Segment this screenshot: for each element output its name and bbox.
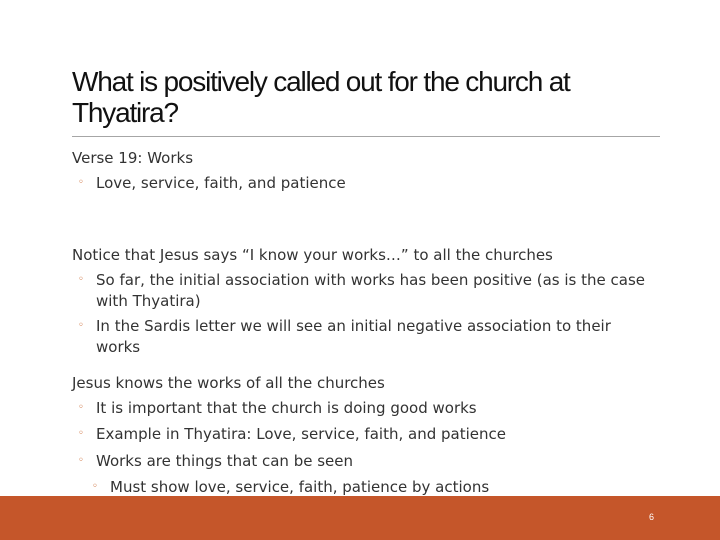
bullet-text: Love, service, faith, and patience	[96, 174, 346, 192]
slide-title-line-2: Thyatira?	[72, 97, 178, 128]
section-heading: Jesus knows the works of all the churches	[72, 374, 385, 392]
slide-title-line-1: What is positively called out for the church at	[72, 66, 570, 97]
bullet-icon: ◦	[78, 428, 84, 439]
subbullet-icon: ◦	[92, 481, 98, 492]
page-number: 6	[648, 512, 654, 522]
slide-title	[72, 66, 652, 128]
bullet-text: It is important that the church is doing good works	[96, 399, 477, 417]
bullet-icon: ◦	[78, 455, 84, 466]
bullet-text: So far, the initial association with works has been positive (as is the case	[96, 271, 646, 289]
subbullet-text: Must show love, service, faith, patience by actions	[110, 478, 490, 496]
bullet-icon: ◦	[78, 402, 84, 413]
section-heading: Notice that Jesus says “I know your works…” to all the churches	[72, 246, 553, 264]
bullet-text-continuation: with Thyatira)	[96, 292, 201, 310]
title-divider	[72, 136, 660, 137]
section-heading: Verse 19: Works	[72, 149, 194, 167]
bullet-text: In the Sardis letter we will see an initial negative association to their	[96, 317, 611, 335]
bullet-icon: ◦	[78, 320, 84, 331]
bullet-text: Works are things that can be seen	[96, 452, 353, 470]
bullet-icon: ◦	[78, 274, 84, 285]
bullet-icon: ◦	[78, 177, 84, 188]
bullet-text: Example in Thyatira: Love, service, faith, and patience	[96, 425, 506, 443]
footer-bar	[0, 496, 720, 540]
bullet-text-continuation: works	[96, 338, 141, 356]
